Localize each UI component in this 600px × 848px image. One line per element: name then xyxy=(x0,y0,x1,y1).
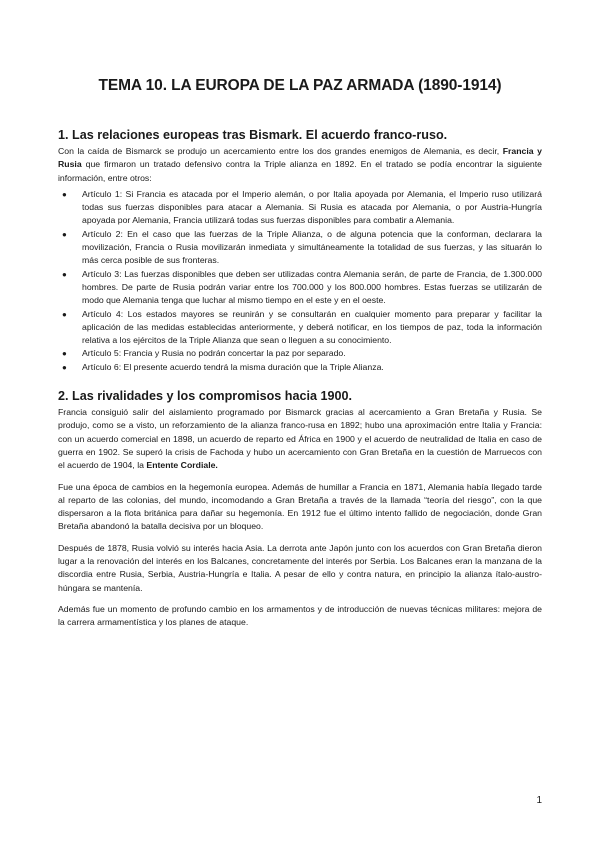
bullet-icon: ● xyxy=(62,269,67,279)
section-1-intro xyxy=(58,145,542,185)
intro-text-start: Con la caída de Bismarck se produjo un acercamiento entre los dos grandes enemigos de Alemania, es decir, xyxy=(58,146,500,156)
intro-emphasis-francia-rusia: Francia y Rusia xyxy=(58,146,542,170)
article-text: Artículo 6: El presente acuerdo tendrá la misma duración que la Triple Alianza. xyxy=(82,361,384,372)
section-2-paragraph-1 xyxy=(58,406,542,472)
section-2-heading: 2. Las rivalidades y los compromisos hacia 1900. xyxy=(58,389,352,404)
bullet-icon: ● xyxy=(62,362,67,372)
section-2 xyxy=(58,389,542,629)
bullet-icon: ● xyxy=(62,309,67,319)
page-number: 1 xyxy=(536,795,542,806)
intro-text-end: que firmaron un tratado defensivo contra la Triple alianza en 1892. En el tratado se podía encontrar la siguiente información, entre otros: xyxy=(58,159,542,183)
list-item-article-4 xyxy=(62,308,542,348)
document-body xyxy=(58,128,542,630)
section-2-paragraph-3: Después de 1878, Rusia volvió su interés hacia Asia. La derrota ante Japón junto con los acuerdos con Gran Bretaña dieron lugar a la renovación del interés en los Balcanes, concretamente del interés por Serbia. Los Balcanes eran la manzana de la discordia entre Rusia, Serbia, Austria-Hungría e Italia. A pesar de ello y contra natura, en principio la alianza ítalo-austro-húngara se mantenía. xyxy=(58,542,542,593)
list-item-article-5 xyxy=(62,347,542,360)
article-text: Artículo 2: En el caso que las fuerzas de la Triple Alianza, o de alguna potencia que la conforman, declarara la movilización, Francia o Rusia movilizarán inmediata y simultáneamente la totalidad de sus fuerzas, y las situarán lo más cerca posible de sus fronteras. xyxy=(82,228,542,266)
list-item-article-3 xyxy=(62,268,542,308)
document-title: TEMA 10. LA EUROPA DE LA PAZ ARMADA (1890-1914) xyxy=(98,77,502,94)
section-2-paragraph-4: Además fue un momento de profundo cambio en los armamentos y de introducción de nuevas técnicas militares: mejora de la carrera armamentística y los planes de ataque. xyxy=(58,603,542,628)
articles-list xyxy=(58,188,542,374)
article-text: Artículo 5: Francia y Rusia no podrán concertar la paz por separado. xyxy=(82,348,346,359)
bullet-icon: ● xyxy=(62,349,67,359)
article-text: Artículo 1: Si Francia es atacada por el Imperio alemán, o por Italia apoyada por Alemania, el Imperio ruso utilizará todas sus fuerzas disponibles para atacar a Alemania. Si Rusia es atacada por Alemania, o por Austria-Hungría apoyada por Alemania, Francia utilizará todas sus fuerzas disponibles para combatir a Alemania. xyxy=(82,188,542,226)
list-item-article-6 xyxy=(62,361,542,374)
section-1 xyxy=(58,128,542,374)
article-text: Artículo 4: Los estados mayores se reunirán y se consultarán en cualquier momento para preparar y facilitar la aplicación de las medidas establecidas anteriormente, y deberá notificar, en los tiempos de paz, toda la información relativa a los ejércitos de la Triple Alianza que sean o lleguen a su conocimiento. xyxy=(82,308,542,346)
bullet-icon: ● xyxy=(62,189,67,199)
article-text: Artículo 3: Las fuerzas disponibles que deben ser utilizadas contra Alemania serán, de parte de Francia, de 1.300.000 hombres. De parte de Rusia podrán variar entre los 700.000 y los 800.000 hombres. Estas fuerzas se utilizarán de modo que Alemania tenga que luchar al mismo tiempo en el este y en el oeste. xyxy=(82,268,542,306)
list-item-article-1 xyxy=(62,188,542,228)
section-1-heading: 1. Las relaciones europeas tras Bismark. El acuerdo franco-ruso. xyxy=(58,128,448,142)
entente-cordiale-emphasis: Entente Cordiale. xyxy=(146,460,218,471)
bullet-icon: ● xyxy=(62,229,67,239)
section-2-paragraph-2: Fue una época de cambios en la hegemonía europea. Además de humillar a Francia en 1871, Alemania había llegado tarde al reparto de las colonias, del mundo, incomodando a Gran Bretaña a través de la llamada “teoría del riesgo”, con la que dispersaron a la flota británica para dañar su hegemonía. En 1912 fue el último intento fallido de negociación, donde Gran Bretaña abandonó la batalla decisiva por un bloqueo. xyxy=(58,481,542,532)
list-item-article-2 xyxy=(62,228,542,268)
paragraph-1-text: Francia consiguió salir del aislamiento programado por Bismarck gracias al acercamiento a Gran Bretaña y Rusia. Se produjo, como se a visto, un reforzamiento de la alianza franco-rusa en 1892; hubo una aproximación entre Italia y Francia: con un acuerdo comercial en 1898, un acuerdo de reparto ed África en 1900 y el acuerdo de neutralidad de Italia en caso de guerra en 1902. Se superó la crisis de Fachoda y hubo un acercamiento con Gran Bretaña en la cuestión de Marruecos con el acuerdo de 1904, la xyxy=(58,407,542,471)
